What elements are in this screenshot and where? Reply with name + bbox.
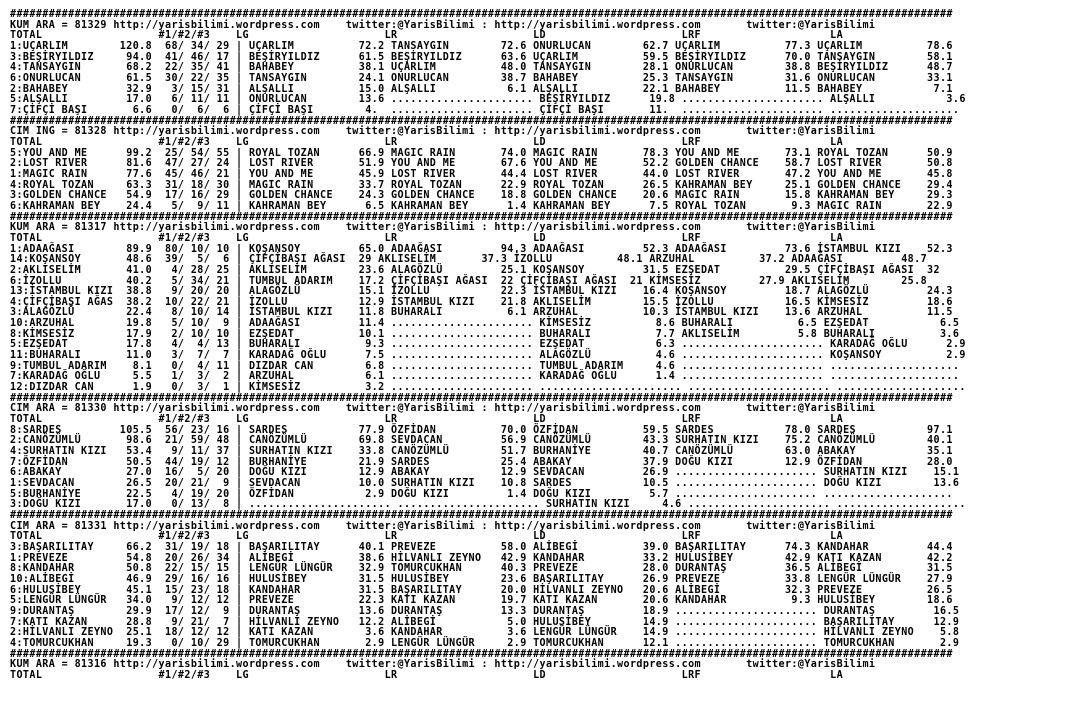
race-header-line: KUM ARA = 81329 http://yarisbilimi.wordpress.com twitter:@YarisBilimi : http://yarisbilimi.wordpress.com twitter:@YarisBilimi [10, 18, 876, 31]
column-header-line: TOTAL #1/#2/#3 LG LR LD LRF LA [10, 668, 844, 681]
horse-row-line: 3:DOĞU KIZI 17.0 0/ 13/ 8 | ...................... ...................... SURHATIN KIZI 4.6 ...................... .................... [10, 498, 966, 511]
column-header-line: TOTAL #1/#2/#3 LG LR LD LRF LA [10, 530, 844, 543]
race-header-line: KUM ARA = 81316 http://yarisbilimi.wordpress.com twitter:@YarisBilimi : http://yarisbilimi.wordpress.com twitter:@YarisBilimi [10, 658, 876, 671]
horse-row-line: 4:SURHATIN KIZI 53.4 9/ 11/ 37 | SURHATIN KIZI 33.8 CANÖZÜMLÜ 51.7 BURHANİYE 40.7 CANÖZÜMLÜ 63.0 ABAKAY 35.1 [10, 445, 953, 458]
horse-row-line: 4:TOMURCUKHAN 19.3 0/ 10/ 29 | TOMURCUKHAN 2.9 LENGÜR LÜNGÜR 2.9 TOMURCUKHAN 12.1 ...................... TOMURCUKHAN 2.9 [10, 636, 960, 649]
horse-row-line: 3:GOLDEN CHANCE 54.9 17/ 16/ 29 | GOLDEN CHANCE 24.3 GOLDEN CHANCE 18.8 GOLDEN CHANCE 20.6 MAGIC RAIN 15.8 KAHRAMAN BEY 29.3 [10, 189, 953, 202]
separator-line: ################################################################################################################################################## [10, 647, 953, 660]
separator-line: ################################################################################################################################################## [10, 391, 953, 404]
horse-row-line: 6:HULUSİBEY 45.1 15/ 23/ 18 | KANDAHAR 31.5 BAŞARILITAY 20.0 HİLVANLI ZEYNO 20.6 ALİBEGİ 32.3 PREVEZE 26.5 [10, 583, 953, 596]
horse-row-line: 7:KARADAĞ OĞLU 5.5 1/ 3/ 2 | ARZUHAL 6.1 ...................... KARADAĞ OĞLU 1.4 ...................... .................... [10, 370, 960, 383]
horse-row-line: 6:KAHRAMAN BEY 24.4 5/ 9/ 11 | KAHRAMAN BEY 6.5 KAHRAMAN BEY 1.4 KAHRAMAN BEY 7.5 ROYAL TOZAN 9.3 MAGIC RAIN 22.9 [10, 199, 953, 212]
column-header-line: TOTAL #1/#2/#3 LG LR LD LRF LA [10, 135, 844, 148]
separator-line: ################################################################################################################################################## [10, 8, 953, 20]
horse-row-line: 4:ROYAL TOZAN 63.3 31/ 18/ 30 | MAGIC RAIN 33.7 ROYAL TOZAN 22.9 ROYAL TOZAN 26.5 KAHRAMAN BEY 25.1 GOLDEN CHANCE 29.4 [10, 178, 953, 191]
horse-row-line: 5:LENGÜR LÜNGÜR 34.0 9/ 12/ 12 | PREVEZE 22.3 KATI KAZAN 19.7 KATI KAZAN 20.6 KANDAHAR 9.3 HULUSİBEY 18.6 [10, 594, 953, 607]
horse-row-line: 2:AKLISELİM 41.0 4/ 28/ 25 | AKLISELİM 23.6 ALAGÖZLÜ 25.1 KOŞANSOY 31.5 EZŞEDAT 29.5 ÇİFÇİBAŞI AĞASI 32 [10, 263, 940, 276]
horse-row-line: 1:SEVDACAN 26.5 20/ 21/ 9 | SEVDACAN 10.0 SURHATIN KIZI 10.8 SARDES 10.5 ...................... DOĞU KIZI 13.6 [10, 477, 960, 490]
horse-row-line: 10:ARZUHAL 19.8 5/ 10/ 9 | ADAAĞASI 11.4 ...................... KİMSESİZ 8.6 BUHARALI 6.5 EZŞEDAT 6.5 [10, 317, 960, 330]
horse-row-line: 14:KOŞANSOY 48.6 39/ 5/ 6 | ÇİFÇİBAŞI AĞASI 29 AKLISELİM 37.3 İZOLLU 48.1 ARZUHAL 37.2 ADAAĞASI 48.7 [10, 253, 928, 266]
horse-row-line: 9:TUMBUL ADARIM 8.1 0/ 4/ 11 | DIZDAR CAN 6.8 ...................... TUMBUL ADARIM 4.6 ...................... .................... [10, 359, 960, 372]
column-header-line: TOTAL #1/#2/#3 LG LR LD LRF LA [10, 413, 844, 426]
horse-row-line: 4:TANSAYGIN 68.2 22/ 35/ 41 | BAHABEY 38.1 UÇARLIM 48.0 TANSAYGIN 28.1 ONURLUCAN 38.8 BEŞİRYILDIZ 48.7 [10, 61, 953, 74]
horse-row-line: 10:ALİBEGİ 46.9 29/ 16/ 16 | HULUSİBEY 31.5 HULUSİBEY 23.6 BAŞARILITAY 26.9 PREVEZE 33.8 LENGÜR LÜNGÜR 27.9 [10, 572, 953, 585]
horse-row-line: 11:BUHARALI 11.0 3/ 7/ 7 | KARADAĞ OĞLU 7.5 ...................... ALAGÖZLÜ 4.6 ...................... KOŞANSOY 2.9 [10, 349, 966, 362]
horse-row-line: 2:BAHABEY 32.9 3/ 15/ 31 | ALŞALLI 15.0 ALŞALLI 6.1 ALŞALLI 22.1 BAHABEY 11.5 BAHABEY 7.1 [10, 82, 953, 95]
horse-row-line: 7:KATI KAZAN 28.8 9/ 21/ 7 | HİLVANLI ZEYNO 12.2 ALİBEGİ 5.0 HULUSİBEY 14.9 ...................... BAŞARILITAY 12.9 [10, 615, 960, 628]
horse-row-line: 1:UÇARLIM 120.8 68/ 34/ 29 | UÇARLIM 72.2 TANSAYGIN 72.6 ONURLUCAN 62.7 UÇARLIM 77.3 UÇARLIM 78.6 [10, 39, 953, 52]
separator-line: ################################################################################################################################################## [10, 509, 953, 522]
horse-row-line: 3:BAŞARILITAY 66.2 31/ 19/ 18 | BAŞARILITAY 40.1 PREVEZE 58.0 ALİBEGİ 39.0 BAŞARILITAY 74.3 KANDAHAR 44.4 [10, 541, 953, 553]
horse-row-line: 5:EZŞEDAT 17.8 4/ 4/ 13 | BUHARALI 9.3 ...................... EZŞEDAT 6.3 ...................... KARADAĞ OĞLU 2.9 [10, 338, 966, 351]
race-header-line: CIM ING = 81328 http://yarisbilimi.wordpress.com twitter:@YarisBilimi : http://yarisbilimi.wordpress.com twitter:@YarisBilimi [10, 125, 876, 138]
horse-row-line: 2:LOST RIVER 81.6 47/ 27/ 24 | LOST RIVER 51.9 YOU AND ME 67.6 YOU AND ME 52.2 GOLDEN CHANCE 58.7 LOST RIVER 50.8 [10, 157, 953, 170]
horse-row-line: 4:ÇİFÇİBAŞI AĞAS 38.2 10/ 22/ 21 | İZOLLU 12.9 İSTAMBUL KIZI 21.8 AKLISELİM 15.5 İZOLLU 16.5 KİMSESİZ 18.6 [10, 295, 953, 308]
horse-row-line: 6:ABAKAY 27.0 16/ 5/ 20 | DOĞU KIZI 12.9 ABAKAY 12.9 SEVDACAN 26.9 ...................... SURHATIN KIZI 15.1 [10, 466, 960, 479]
horse-row-line: 5:BURHANİYE 22.5 4/ 19/ 20 | ÖZFİDAN 2.9 DOĞU KIZI 1.4 DOĞU KIZI 5.7 ...................... .................... [10, 487, 953, 500]
horse-row-line: 3:BEŞİRYILDIZ 94.0 41/ 46/ 17 | BEŞİRYILDIZ 61.5 BEŞİRYILDIZ 63.6 UÇARLIM 59.5 BEŞİRYILDIZ 70.0 TANSAYGIN 58.1 [10, 50, 953, 63]
separator-line: ################################################################################################################################################## [10, 114, 953, 127]
horse-row-line: 8:SARDES 105.5 56/ 23/ 16 | SARDES 77.9 ÖZFİDAN 70.0 ÖZFİDAN 59.5 SARDES 78.0 SARDES 97.1 [10, 423, 953, 436]
race-header-line: CIM ARA = 81331 http://yarisbilimi.wordpress.com twitter:@YarisBilimi : http://yarisbilimi.wordpress.com twitter:@YarisBilimi [10, 519, 876, 532]
horse-row-line: 8:KİMSESİZ 17.9 2/ 10/ 10 | EZŞEDAT 10.1 ...................... BUHARALI 7.7 AKLISELİM 5.8 BUHARALI 3.6 [10, 327, 960, 340]
column-header-line: TOTAL #1/#2/#3 LG LR LD LRF LA [10, 231, 844, 244]
horse-row-line: 3:ALAGÖZLÜ 22.4 8/ 10/ 14 | İSTAMBUL KIZI 11.8 BUHARALI 6.1 ARZUHAL 10.3 İSTAMBUL KIZI 13.6 ARZUHAL 11.5 [10, 306, 953, 319]
race-header-line: KUM ARA = 81317 http://yarisbilimi.wordpress.com twitter:@YarisBilimi : http://yarisbilimi.wordpress.com twitter:@YarisBilimi [10, 221, 876, 234]
horse-row-line: 7:ÇİFÇİ BAŞI 6.6 0/ 6/ 6 | ÇİFÇİ BAŞI 4. ...................... ÇİFÇİ BAŞI 11. ...................... .................... [10, 103, 960, 116]
column-header-line: TOTAL #1/#2/#3 LG LR LD LRF LA [10, 29, 844, 42]
horse-row-line: 12:DIZDAR CAN 1.9 0/ 3/ 1 | KİMSESİZ 3.2 ...................... ...................... ...................... .................... [10, 381, 966, 394]
horse-row-line: 2:HİLVANLI ZEYNO 25.1 18/ 12/ 12 | KATI KAZAN 3.6 KANDAHAR 3.6 LENGÜR LÜNGÜR 14.9 ...................... HİLVANLI ZEYNO 5.8 [10, 626, 960, 639]
horse-row-line: 2:CANÖZÜMLÜ 98.6 21/ 59/ 48 | CANÖZÜMLÜ 69.8 SEVDACAN 56.9 CANÖZÜMLÜ 43.3 SURHATIN KIZI 75.2 CANÖZÜMLÜ 40.1 [10, 434, 953, 447]
horse-row-line: 7:ÖZFİDAN 50.5 44/ 19/ 12 | BURHANİYE 21.9 SARDES 25.4 ABAKAY 37.9 DOĞU KIZI 12.9 ÖZFİDAN 28.0 [10, 455, 953, 468]
horse-row-line: 6:ONURLUCAN 61.5 30/ 22/ 35 | TANSAYGIN 24.1 ONURLUCAN 38.7 BAHABEY 25.3 TANSAYGIN 31.6 ONURLUCAN 33.1 [10, 71, 953, 84]
horse-row-line: 6:İZOLLU 40.2 5/ 34/ 21 | TUMBUL ADARIM 17.2 ÇİFÇİBAŞI AĞASI 22 ÇİFÇİBAŞI AĞASI 21 KİMSESİZ 27.9 AKLISELİM 25.8 [10, 274, 928, 287]
horse-row-line: 1:ADAAĞASI 89.9 80/ 10/ 10 | KOŞANSOY 65.0 ADAAĞASI 94.3 ADAAĞASI 52.3 ADAAĞASI 73.6 İSTAMBUL KIZI 52.3 [10, 242, 953, 255]
horse-row-line: 5:ALŞALLI 17.0 6/ 11/ 11 | ONURLUCAN 13.6 ...................... BEŞİRYILDIZ 19.8 ...................... ALŞALLI 3.6 [10, 93, 966, 106]
horse-row-line: 13:İSTAMBUL KIZI 38.8 9/ 20/ 20 | ALAGÖZLÜ 15.1 İZOLLU 22.3 İSTAMBUL KIZI 16.4 KOŞANSOY 18.7 ALAGÖZLÜ 24.3 [10, 285, 953, 298]
race-header-line: CIM ARA = 81330 http://yarisbilimi.wordpress.com twitter:@YarisBilimi : http://yarisbilimi.wordpress.com twitter:@YarisBilimi [10, 402, 876, 415]
separator-line: ################################################################################################################################################## [10, 210, 953, 223]
horse-row-line: 8:KANDAHAR 50.8 22/ 15/ 15 | LENGÜR LÜNGÜR 32.9 TOMURCUKHAN 40.3 PREVEZE 28.0 DURANTAŞ 36.5 ALİBEGİ 31.5 [10, 562, 953, 575]
horse-row-line: 9:DURANTAŞ 29.9 17/ 12/ 9 | DURANTAŞ 13.6 DURANTAŞ 13.3 DURANTAŞ 18.9 ...................... DURANTAŞ 16.5 [10, 604, 960, 617]
horse-row-line: 5:YOU AND ME 99.2 25/ 54/ 55 | ROYAL TOZAN 66.9 MAGIC RAIN 74.0 MAGIC RAIN 78.3 YOU AND ME 73.1 ROYAL TOZAN 50.9 [10, 146, 953, 159]
horse-row-line: 1:MAGIC RAIN 77.6 45/ 46/ 21 | YOU AND ME 45.9 LOST RIVER 44.4 LOST RIVER 44.0 LOST RIVER 47.2 YOU AND ME 45.8 [10, 167, 953, 180]
horse-row-line: 1:PREVEZE 54.8 20/ 26/ 34 | ALİBEGİ 38.6 HİLVANLI ZEYNO 42.9 KANDAHAR 33.2 HULUSİBEY 42.9 KATI KAZAN 42.2 [10, 551, 953, 564]
